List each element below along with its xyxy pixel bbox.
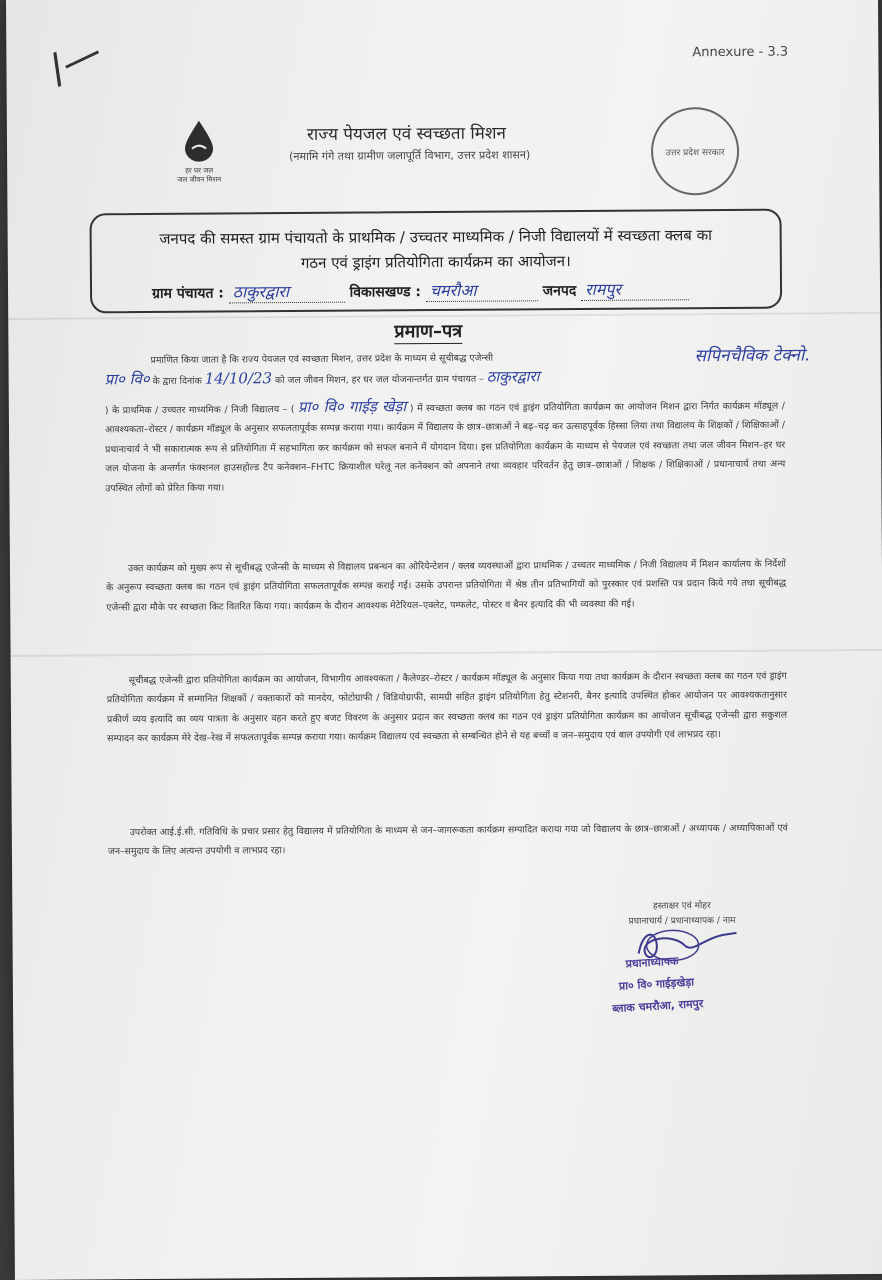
up-government-seal xyxy=(651,107,740,196)
handwritten-date: 14/10/23 xyxy=(204,369,273,389)
janpad-label: जनपद xyxy=(542,283,577,300)
gram-panchayat-value: ठाकुरद्वारा xyxy=(229,280,345,304)
fold-line xyxy=(11,649,882,657)
vikaskhand-value: चमरौआ xyxy=(426,278,538,302)
p1-text-b: के द्वारा दिनांक xyxy=(152,376,202,388)
p1-text-c: को जल जीवन मिशन, हर घर जल योजनान्तर्गत ग्राम पंचायत – xyxy=(275,374,484,387)
handwritten-school-prefix: प्रा० वि० xyxy=(104,370,150,389)
logo-text-2: जल जीवन मिशन xyxy=(177,175,222,184)
pen-mark: /— xyxy=(41,28,110,93)
signature-line-1: हस्ताक्षर एवं मोहर xyxy=(652,901,711,912)
subject-box xyxy=(89,209,782,314)
p1-text-e: ) में स्वच्छता क्लब का गठन एवं ड्राइंग प्रतियोगिता कार्यक्रम का आयोजन मिशन द्वारा निर्गत कार्यक्रम मॉड्यूल / आवश्यकता–रोस्टर / कार्यक्रम मॉड्यूल के अनुसार सफलतापूर्वक सम्पन्न कराया गया। कार्यक्रम में विद्यालय के छात्र–छात्राओं ने बढ़–चढ़ कर उत्साहपूर्वक हिस्सा लिया तथा विद्यालय के शिक्षकों / शिक्षिकाओं / प्रधानाचार्य ने भी सकारात्मक रूप से प्रतियोगिता में सहभागिता कर कार्यक्रम को सफल बनाने में योगदान दिया। इस प्रतियोगिता कार्यक्रम के माध्यम से पेयजल एवं स्वच्छता तथा जल जीवन मिशन–हर घर जल योजना के अन्तर्गत फंक्शनल हाउसहोल्ड टैप कनेक्शन–FHTC क्रियाशील घरेलू नल कनेक्शन को अपनाने तथा व्यवहार परिवर्तन हेतु छात्र–छात्राओं / शिक्षक / शिक्षिकाओं / प्रधानाचार्य तथा अन्य उपस्थित लोगों को प्रेरित किया गया। xyxy=(104,400,786,494)
p1-text-a: प्रमाणित किया जाता है कि राज्य पेयजल एवं स्वच्छता मिशन, उत्तर प्रदेश के माध्यम से सूचीबद्ध एजेन्सी xyxy=(150,352,494,366)
paragraph-3: सूचीबद्ध एजेन्सी द्वारा प्रतियोगिता कार्यक्रम का आयोजन, विभागीय आवश्यकता / कैलेण्डर–रोस्टर / कार्यक्रम मॉड्यूल के अनुसार किया गया तथा कार्यक्रम के दौरान स्वच्छता क्लब का गठन एवं ड्राइंग प्रतियोगिता कार्यक्रम में सम्मानित शिक्षकों / वक्ताकारों को मानदेय, फोटोग्राफी / विडियोग्राफी, सामग्री सहित ड्राइंग प्रतियोगिता हेतु स्टेशनरी, बैनर इत्यादि उपस्थित होकर आयोजन पर आवश्यकतानुसार प्रकीर्ण व्यय इत्यादि का व्यय पात्रता के अनुसार वहन करते हुए बजट विवरण के अनुसार प्रदान कर स्वच्छता क्लब का गठन एवं ड्राइंग प्रतियोगिता कार्यक्रम का आयोजन सूचीबद्ध एजेन्सी द्वारा सकुशल सम्पादन कर कार्यक्रम मेरे देख–रेख में सफलतापूर्वक सम्पन्न कराया गया। कार्यक्रम विद्यालय एवं स्वच्छता से सम्बन्धित होने से यह बच्चों व जन–समुदाय एवं बाल उपयोगी एवं लाभप्रद रहा। xyxy=(106,670,788,745)
subject-line-1: जनपद की समस्त ग्राम पंचायतो के प्राथमिक / उच्चतर माध्यमिक / निजी विद्यालयों में स्वच्छता क्लब का xyxy=(159,226,713,248)
annexure-label: Annexure - 3.3 xyxy=(692,44,789,61)
paragraph-1-cont xyxy=(105,395,786,499)
jal-jeevan-mission-logo xyxy=(169,118,229,184)
stamp-line-1: प्रधानाध्यापक xyxy=(625,954,679,971)
school-stamp xyxy=(611,949,704,1020)
handwritten-school: प्रा० वि० गाईड़ खेड़ा xyxy=(297,397,407,416)
paragraph-1 xyxy=(104,347,684,392)
p1-text-d: ) के प्राथमिक / उच्चतर माध्यमिक / निजी विद्यालय – ( xyxy=(104,403,295,417)
subject-line-2: गठन एवं ड्राइंग प्रतियोगिता कार्यक्रम का आयोजन। xyxy=(300,252,571,272)
handwritten-agency: सपिनचैविक टेक्नो. xyxy=(694,345,810,367)
org-subtitle: (नमामि गंगे तथा ग्रामीण जलापूर्ति विभाग, उत्तर प्रदेश शासन) xyxy=(289,148,531,164)
location-row xyxy=(152,277,689,304)
gram-panchayat-label: ग्राम पंचायत : xyxy=(152,285,224,302)
stamp-line-2: प्रा० वि० गाईड़खेड़ा xyxy=(618,975,695,993)
paragraph-4: उपरोक्त आई.ई.सी. गतिविधि के प्रचार प्रसार हेतु विद्यालय में प्रतियोगिता के माध्यम से जन–जागरूकता कार्यक्रम सम्पादित कराया गया जो विद्यालय के छात्र–छात्राओं / अध्यापक / अध्यापिकाओं एवं जन–समुदाय के लिए अत्यन्त उपयोगी व लाभप्रद रहा। xyxy=(107,822,788,858)
signature-line-2: प्रधानाचार्य / प्रधानाध्यापक / नाम xyxy=(628,915,736,927)
document-page xyxy=(6,0,882,1280)
paragraph-2: उक्त कार्यक्रम को मुख्य रूप से सूचीबद्ध एजेन्सी के माध्यम से विद्यालय प्रबन्धन का ओरियेन्टेशन / क्लब व्यवस्थाओं द्वारा प्राथमिक / उच्चतर माध्यमिक / निजी विद्यालय में मिशन कार्यालय के निर्देशों के अनुरूप स्वच्छता क्लब का गठन एवं ड्राइंग प्रतियोगिता सफलतापूर्वक सम्पन्न कराई गई। उसके उपरान्त प्रतियोगिता में श्रेष्ठ तीन प्रतिभागियों को पुरस्कार एवं प्रशस्ति पत्र प्रदान किये गये तथा सूचीबद्ध एजेन्सी द्वारा मौके पर स्वच्छता किट वितरित किया गया। कार्यक्रम के दौरान आवश्यक मेटेरियल–एक्लेट, पम्फलेट, पोस्टर व बैनर इत्यादि की भी व्यवस्था की गई। xyxy=(106,558,787,614)
janpad-value: रामपुर xyxy=(581,277,689,301)
org-title: राज्य पेयजल एवं स्वच्छता मिशन xyxy=(306,123,506,145)
certificate-title: प्रमाण–पत्र xyxy=(394,320,463,343)
seal-text: उत्तर प्रदेश सरकार xyxy=(665,147,725,158)
handwritten-panchayat: ठाकुरद्वारा xyxy=(486,367,540,387)
logo-text-1: हर घर जल xyxy=(185,166,214,175)
vikaskhand-label: विकासखण्ड : xyxy=(349,284,421,301)
water-drop-icon xyxy=(182,119,216,163)
stamp-line-3: ब्लाक चमरौआ, रामपुर xyxy=(611,996,704,1016)
